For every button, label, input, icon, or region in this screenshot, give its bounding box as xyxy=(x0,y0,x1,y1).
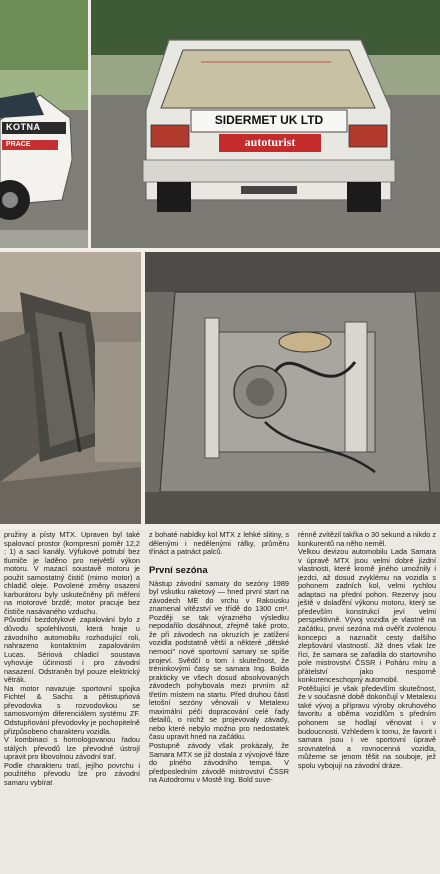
section-heading: První sezóna xyxy=(149,564,208,576)
column-3-paragraph: Potěšující je však především skutečnost, že v současné době dokončují v Metalexu také vývoj a přípravu výroby okruhového favoritu a oběma vozidlům s předním pohonem se hodlají věnovat i v budoucnosti. Vzhledem k tomu, že favorit i samara jsou i ve sportovní úpravě srovnatelná a rovnocenná vozidla, můžeme se jenom těšit na souboje, jež spolu vybojují na závodní dráze. xyxy=(298,683,436,770)
article-column-1 xyxy=(4,531,140,787)
photo-interior xyxy=(0,252,141,524)
column-1-paragraph: V kombinaci s homologovanou řadou stálých převodů lze převodné ústrojí upravit pro libovolnou závodní trať. xyxy=(4,735,140,762)
photo-side-car xyxy=(0,0,88,248)
column-1-paragraph: Podle charakteru tratí, jejího povrchu i použitého převodu lze pro závodní samaru vybírat xyxy=(4,760,140,787)
photo-divider-bottom xyxy=(0,524,440,529)
column-2-paragraph: Postupně závody však prokázaly, že Samara MTX se již dostala z vývojové fáze do plného závodního tempa. V předposledním závodě mistrovství ČSSR na Autodromu v Mostě Ing. Bold suve- xyxy=(149,741,289,785)
column-1-paragraph: pružiny a písty MTX. Upraven byl také spalovací prostor (kompresní poměr 12,2 : 1) a sací kanály. Výfukové potrubí bez tlumiče je laděno pro největší výkon motoru. V mazací soustavě motoru je použit samostatný čistič (mimo motor) a chladič oleje. Povolené změny osazení karburátoru byly uskutečněny při měření na motorové brzdě; motor pracuje bez čističe nasávaného vzduchu. xyxy=(4,530,140,616)
column-1-paragraph: Původní bezdotykové zapalování bylo z důvodu spolehlivosti, která hraje u závodního automobilu rozhodující roli, nahrazeno kontaktním zapalováním Lucas. Sériová chladicí soustava vyhovuje účinností i pro závodní nasazení. Odstraněn byl pouze elektrický větrák. xyxy=(4,615,140,685)
column-1-paragraph: Na motor navazuje sportovní spojka Fichtel & Sachs a pětistupňová převodovka s rozvodovkou se samosvorným diferenciálem systému ZF. Odstupňování převodovky je pochopitelně přizpůsobeno charakteru vozidla. xyxy=(4,683,140,736)
photo-divider-middle-vertical xyxy=(141,252,145,524)
rear-sponsor-text: autoturist xyxy=(244,135,296,149)
photo-fuel-tank xyxy=(145,252,440,524)
column-2-paragraph: z bohaté nabídky kol MTX z lehké slitiny, s dělenými i nedělenými ráfky, průměru třináct a patnáct palců. xyxy=(149,530,289,557)
side-car-door-text: PRACE xyxy=(6,141,31,148)
article-column-2 xyxy=(149,531,289,785)
side-car-stripe-text: KOTNA xyxy=(6,122,41,132)
photo-rear-car xyxy=(91,0,440,248)
rear-plate-text: SIDERMET UK LTD xyxy=(214,113,324,127)
article-column-3 xyxy=(298,531,436,770)
column-3-paragraph: rénně zvítězil takřka o 30 sekund a nikdo z konkurentů na něho neměl. xyxy=(298,530,436,548)
column-2-paragraph: Nástup závodní samary do sezóny 1989 byl vskutku raketový — hned první start na závodech ME do vrchu v Rakousku znamenal vítězství ve třídě do 1300 cm³. Později se tak výrazného výsledku nepodařilo dosáhnout, zřejmě také proto, že při závodech na okruzích je zatížení vozidla podstatně větší a některé „dětské nemoci" nové sportovní samary se spíše projeví. Svědčí o tom i skutečnost, že tréninkovými časy se samara Ing. Bolda prakticky ve všech dosud absolvovaných závodech pohybovala mezi prvním až třetím místem na startu. Před druhou částí letošní sezóny věnovali v Metalexu maximální péči dopracování celé řady detailů, o nichž se projevovaly závady, nebo které nebylo možno pro nedostatek času upravit hned na začátku. xyxy=(149,578,289,742)
column-3-paragraph: Velkou devizou automobilu Lada Samara v úpravě MTX jsou velmi dobré jízdní vlastnosti, které kromě jiného umožnily i jezdci, až dosud zvyklému na vozidla s pohonem zadních kol, velmi rychlou adaptaci na přední pohon. Rezervy jsou ještě v dolaďění výkonu motoru, který se především konstrukcí jeví velmi perspektivně. Vývoj vozidla je vlastně na začátku, první sezóna má ověřit zvolenou koncepci a naznačit cesty dalšího zlepšování vlastností. Již dnes však lze říci, že samara se zařadila do startovního pole mistrovství ČSSR i Poháru míru a přátelství jako nesporně konkurenceschopný automobil. xyxy=(298,547,436,685)
photo-divider-top-vertical xyxy=(88,0,91,248)
